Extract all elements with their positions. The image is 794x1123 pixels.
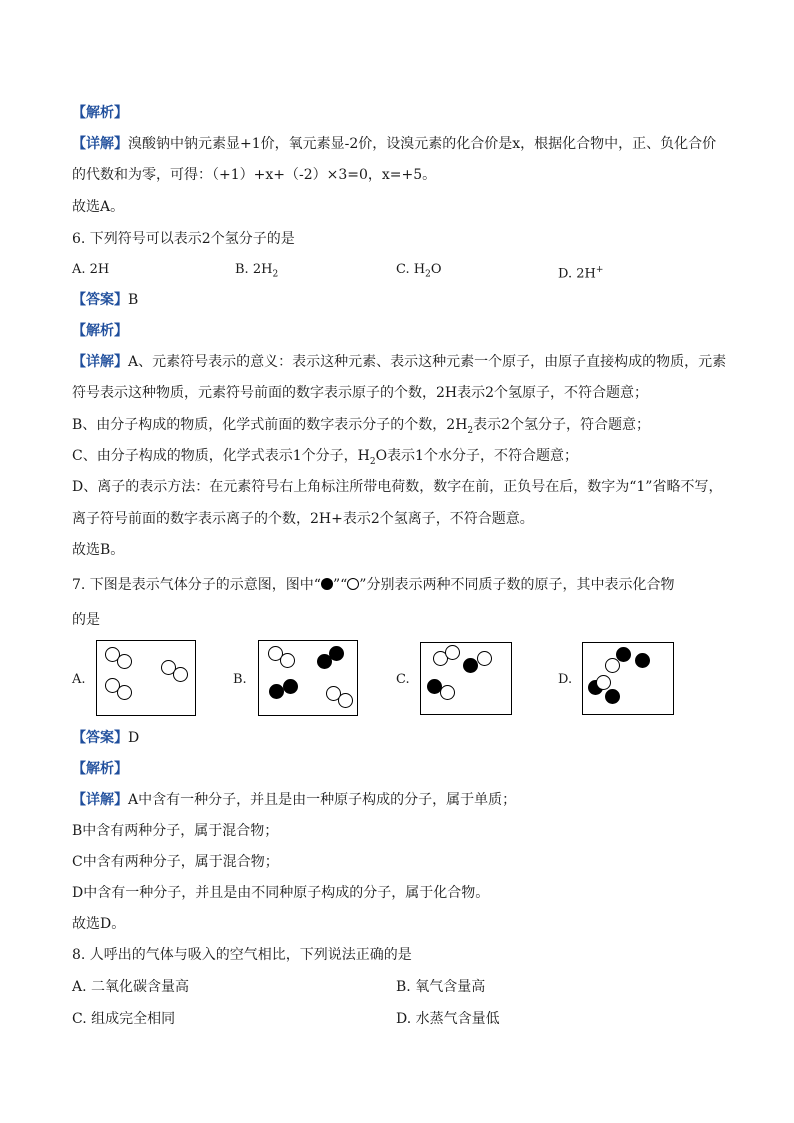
q7-answer: 【答案】D bbox=[72, 730, 140, 746]
q7-detail-l3: C中含有两种分子，属于混合物； bbox=[72, 854, 279, 870]
q8-option-d: D. 水蒸气含量低 bbox=[396, 1011, 500, 1027]
white-atom bbox=[117, 654, 132, 669]
white-atom bbox=[596, 675, 611, 690]
q8-option-c: C. 组成完全相同 bbox=[72, 1011, 176, 1027]
xiangjie-text: 溴酸钠中钠元素显+1价，氧元素显-2价，设溴元素的化合价是x，根据化合物中，正、负化合价 bbox=[128, 136, 717, 152]
white-atom bbox=[445, 645, 460, 660]
white-atom-icon bbox=[347, 578, 359, 590]
black-atom bbox=[329, 646, 344, 661]
q7-detail-l2: B中含有两种分子，属于混合物； bbox=[72, 823, 279, 839]
q8-option-b: B. 氧气含量高 bbox=[396, 979, 486, 995]
q6-detail-l5: D、离子的表示方法：在元素符号右上角标注所带电荷数，数字在前，正负号在后，数字为“1”省略不写， bbox=[72, 479, 723, 495]
black-atom-icon bbox=[321, 578, 333, 590]
question-6-stem: 6. 下列符号可以表示2个氢分子的是 bbox=[72, 231, 295, 247]
white-atom bbox=[477, 651, 492, 666]
figure-c bbox=[420, 642, 512, 715]
q6-detail-l6: 离子符号前面的数字表示离子的个数，2H+表示2个氢离子，不符合题意。 bbox=[72, 511, 534, 527]
q7-detail-l1: 【详解】A中含有一种分子，并且是由一种原子构成的分子，属于单质； bbox=[72, 792, 517, 808]
xiangjie-line-2: 的代数和为零，可得：（+1）+x+（-2）×3=0，x=+5。 bbox=[72, 167, 437, 183]
black-atom bbox=[635, 653, 650, 668]
q6-detail-l1: 【详解】A、元素符号表示的意义：表示这种元素、表示这种元素一个原子，由原子直接构成的物质，元素 bbox=[72, 354, 727, 370]
white-atom bbox=[117, 685, 132, 700]
white-atom bbox=[605, 658, 620, 673]
black-atom bbox=[605, 689, 620, 704]
figure-b bbox=[258, 640, 358, 716]
jiexi-heading-7: 【解析】 bbox=[72, 761, 128, 777]
figure-a bbox=[96, 640, 196, 716]
white-atom bbox=[280, 653, 295, 668]
q6-option-a: A. 2H bbox=[72, 262, 110, 277]
jiexi-heading-1: 【解析】 bbox=[72, 105, 128, 121]
question-8-stem: 8. 人呼出的气体与吸入的空气相比，下列说法正确的是 bbox=[72, 947, 412, 963]
white-atom bbox=[338, 693, 353, 708]
q7-detail-l4: D中含有一种分子，并且是由不同种原子构成的分子，属于化合物。 bbox=[72, 885, 490, 901]
question-7-stem-l2: 的是 bbox=[72, 612, 100, 628]
jiexi-heading-6: 【解析】 bbox=[72, 323, 128, 339]
q6-answer: 【答案】B bbox=[72, 292, 139, 308]
figure-d bbox=[582, 642, 674, 715]
q6-conclusion: 故选B。 bbox=[72, 542, 125, 558]
white-atom bbox=[440, 685, 455, 700]
black-atom bbox=[463, 658, 478, 673]
fig-c-label: C. bbox=[396, 672, 410, 687]
q7-conclusion: 故选D。 bbox=[72, 916, 126, 932]
fig-a-label: A. bbox=[72, 672, 86, 687]
xiangjie-tag: 【详解】 bbox=[72, 136, 128, 152]
fig-d-label: D. bbox=[558, 672, 573, 687]
black-atom bbox=[269, 684, 284, 699]
black-atom bbox=[283, 679, 298, 694]
q6-detail-l2: 符号表示这种物质，元素符号前面的数字表示原子的个数，2H表示2个氢原子，不符合题意； bbox=[72, 385, 649, 401]
q6-option-d: D. 2H+ bbox=[558, 265, 604, 282]
q6-detail-l3: B、由分子构成的物质，化学式前面的数字表示分子的个数，$2H_2$表示2个氢分子，符合题意； bbox=[72, 417, 651, 436]
q6-option-b: B. $2H_2$ bbox=[235, 262, 279, 280]
fig-b-label: B. bbox=[233, 672, 247, 687]
q6-option-c: C. $H_2O$ bbox=[396, 262, 442, 280]
xiangjie-line-1 bbox=[72, 135, 716, 153]
conclusion-5: 故选A。 bbox=[72, 199, 125, 215]
question-7-stem: 7. 下图是表示气体分子的示意图，图中“ ”“ ”分别表示两种不同质子数的原子，其中表示化合物 bbox=[72, 577, 675, 593]
q6-detail-l4: C、由分子构成的物质，化学式表示1个分子，$H_2O$表示1个水分子，不符合题意； bbox=[72, 448, 578, 467]
q8-option-a: A. 二氧化碳含量高 bbox=[72, 979, 190, 995]
white-atom bbox=[173, 667, 188, 682]
